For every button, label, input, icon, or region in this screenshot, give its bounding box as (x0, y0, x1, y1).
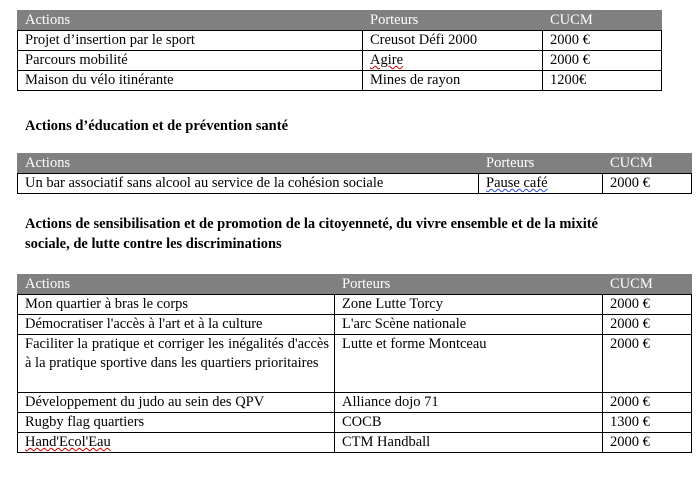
spellcheck-underlined-text: Agire (370, 52, 404, 68)
cell-cucm: 2000 € (603, 433, 692, 453)
header-actions: Actions (18, 154, 479, 174)
section-heading-citoyennete-line2: sociale, de lutte contre les discriminations (25, 236, 282, 252)
cell-action: Projet d’insertion par le sport (18, 31, 363, 51)
cell-cucm: 2000 € (603, 315, 692, 335)
section-heading-citoyennete-line1: Actions de sensibilisation et de promotion de la citoyenneté, du vivre ensemble et de la mixité (25, 216, 598, 232)
cell-action: Développement du judo au sein des QPV (18, 393, 335, 413)
cell-action: Un bar associatif sans alcool au service de la cohésion sociale (18, 174, 479, 194)
table-row (18, 413, 692, 433)
cell-cucm: 2000 € (543, 51, 662, 71)
table-header-row (18, 11, 662, 31)
cell-cucm: 1300 € (603, 413, 692, 433)
table-row (18, 315, 692, 335)
cell-cucm: 1200€ (543, 71, 662, 91)
cell-cucm: 2000 € (603, 174, 692, 194)
cell-action: Maison du vélo itinérante (18, 71, 363, 91)
table-row (18, 174, 692, 194)
cell-porteur: Zone Lutte Torcy (335, 295, 603, 315)
header-porteurs: Porteurs (363, 11, 543, 31)
cell-action (18, 433, 335, 453)
cell-cucm: 2000 € (543, 31, 662, 51)
table-row (18, 51, 662, 71)
cell-action: Parcours mobilité (18, 51, 363, 71)
cell-action: Démocratiser l'accès à l'art et à la culture (18, 315, 335, 335)
cell-cucm: 2000 € (603, 393, 692, 413)
cell-action: Rugby flag quartiers (18, 413, 335, 433)
table-actions-education (17, 153, 692, 194)
cell-porteur: L'arc Scène nationale (335, 315, 603, 335)
table-header-row (18, 275, 692, 295)
cell-porteur (479, 174, 603, 194)
spellcheck-underlined-text: Hand'Ecol'Eau (25, 434, 111, 450)
cell-action: Faciliter la pratique et corriger les inégalités d'accès à la pratique sportive dans les quartiers prioritaires (18, 335, 335, 393)
cell-cucm: 2000 € (603, 335, 692, 393)
table-row (18, 31, 662, 51)
header-cucm: CUCM (603, 275, 692, 295)
cell-porteur: CTM Handball (335, 433, 603, 453)
header-actions: Actions (18, 275, 335, 295)
header-cucm: CUCM (603, 154, 692, 174)
table-row (18, 335, 692, 393)
header-porteurs: Porteurs (479, 154, 603, 174)
cell-porteur: Lutte et forme Montceau (335, 335, 603, 393)
table-row (18, 393, 692, 413)
header-porteurs: Porteurs (335, 275, 603, 295)
section-heading-education: Actions d’éducation et de prévention santé (25, 118, 289, 134)
spellcheck-underlined-text: Pause café (486, 175, 548, 191)
table-actions-insertion (17, 10, 662, 91)
cell-action: Mon quartier à bras le corps (18, 295, 335, 315)
cell-porteur (363, 51, 543, 71)
table-actions-citoyennete (17, 274, 692, 453)
header-actions: Actions (18, 11, 363, 31)
cell-porteur: Creusot Défi 2000 (363, 31, 543, 51)
cell-porteur: Mines de rayon (363, 71, 543, 91)
table-header-row (18, 154, 692, 174)
header-cucm: CUCM (543, 11, 662, 31)
cell-porteur: Alliance dojo 71 (335, 393, 603, 413)
table-row (18, 71, 662, 91)
table-row (18, 295, 692, 315)
cell-cucm: 2000 € (603, 295, 692, 315)
table-row (18, 433, 692, 453)
cell-porteur: COCB (335, 413, 603, 433)
